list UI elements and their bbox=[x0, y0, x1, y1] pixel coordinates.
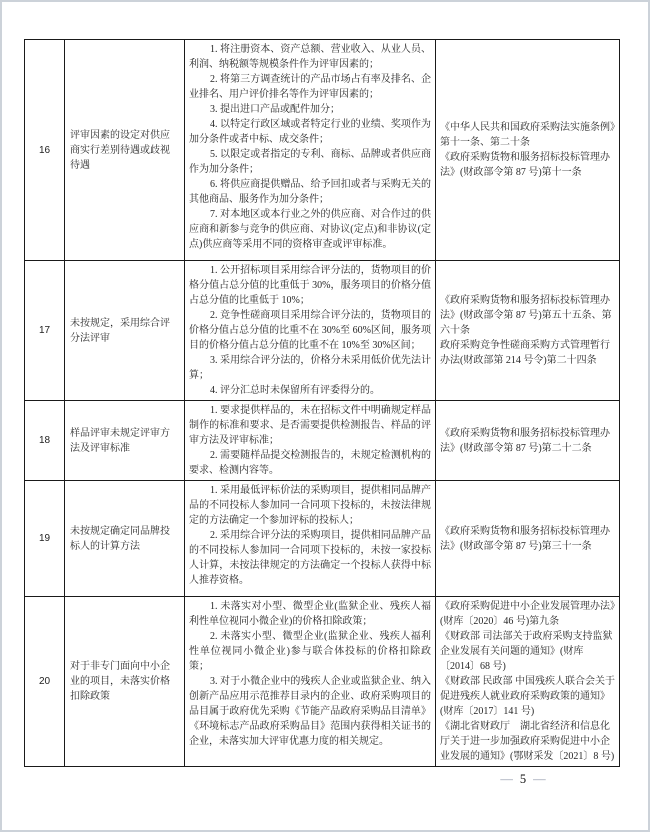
detail-item: 1. 要求提供样品的，未在招标文件中明确规定样品制作的标准和要求、是否需要提供检测报告、样品的评审方法及评审标准； bbox=[189, 405, 431, 446]
issue-cell: 未按规定确定同品牌投标人的计算方法 bbox=[65, 481, 185, 597]
table-row-16 bbox=[25, 40, 620, 261]
reference-cell bbox=[436, 401, 620, 481]
detail-item: 6. 将供应商提供赠品、给予回扣或者与采购无关的其他商品、服务作为加分条件； bbox=[189, 179, 431, 205]
detail-item: 2. 竞争性磋商项目采用综合评分法的，货物项目的价格分值占总分值的比重不在 30%至 60%区间，服务项目的价格分值占总分值的比重不在 10%至 30%区间； bbox=[189, 310, 431, 351]
detail-item: 3. 对于小微企业中的残疾人企业或监狱企业、纳入创新产品应用示范推荐目录内的企业、政府采购项目的品目属于政府优先采购《节能产品政府采购品目清单》《环境标志产品政府采购品目》范围内获得相关证书的企业，未落实加大评审优惠力度的相关规定。 bbox=[189, 676, 431, 747]
detail-item: 2. 将第三方调查统计的产品市场占有率及排名、企业排名、用户评价排名等作为评审因素的； bbox=[189, 74, 431, 100]
reference-item: 《政府采购促进中小企业发展管理办法》(财库〔2020〕46 号)第九条 bbox=[440, 601, 615, 627]
reference-item: 《政府采购货物和服务招标投标管理办法》(财政部令第 87 号)第二十二条 bbox=[440, 427, 610, 454]
reference-item: 《财政部 司法部关于政府采购支持监狱企业发展有关问题的通知》(财库〔2014〕68 号) bbox=[440, 631, 613, 672]
table-row-18 bbox=[25, 401, 620, 481]
issue-cell: 未按规定，采用综合评分法评审 bbox=[65, 261, 185, 401]
detail-item: 1. 采用最低评标价法的采购项目，提供相同品牌产品的不同投标人参加同一合同项下投标的，未按法律规定的方法确定一个参加评标的投标人； bbox=[189, 485, 431, 526]
reference-item: 《中华人民共和国政府采购法实施条例》第十一条、第二十条 bbox=[440, 122, 615, 148]
reference-cell bbox=[436, 481, 620, 597]
reference-item: 《政府采购货物和服务招标投标管理办法》(财政部令第 87 号)第三十一条 bbox=[440, 525, 610, 552]
row-number: 18 bbox=[25, 401, 65, 481]
page-number: 5 bbox=[519, 772, 527, 786]
table-row-20 bbox=[25, 597, 620, 767]
row-number: 17 bbox=[25, 261, 65, 401]
detail-item: 1. 公开招标项目采用综合评分法的，货物项目的价格分值占总分值的比重低于 30%，服务项目的价格分值占总分值的比重低于 10%； bbox=[189, 265, 431, 306]
detail-item: 3. 采用综合评分法的，价格分未采用低价优先法计算； bbox=[189, 355, 431, 381]
table-row-19 bbox=[25, 481, 620, 597]
reference-item: 《财政部 民政部 中国残疾人联合会关于促进残疾人就业政府采购政策的通知》(财库〔2017〕141 号) bbox=[440, 676, 615, 717]
row-number: 20 bbox=[25, 597, 65, 767]
details-cell bbox=[185, 401, 436, 481]
detail-item: 2. 采用综合评分法的采购项目，提供相同品牌产品的不同投标人参加同一合同项下投标的，未按一家投标人计算，未按法律规定的方法确定一个投标人获得中标人推荐资格。 bbox=[189, 530, 431, 586]
details-cell bbox=[185, 261, 436, 401]
row-number: 19 bbox=[25, 481, 65, 597]
footer-dash-right: — bbox=[533, 772, 546, 786]
issue-cell: 样品评审未规定评审方法及评审标准 bbox=[65, 401, 185, 481]
violation-table bbox=[24, 39, 620, 767]
footer-dash-left: — bbox=[500, 772, 513, 786]
detail-item: 2. 未落实小型、微型企业(监狱企业、残疾人福利性单位视同小微企业)参与联合体投标的价格扣除政策； bbox=[189, 631, 431, 672]
page-footer bbox=[457, 771, 589, 787]
issue-cell: 对于非专门面向中小企业的项目，未落实价格扣除政策 bbox=[65, 597, 185, 767]
reference-item: 政府采购竞争性磋商采购方式管理暂行办法(财政部第 214 号令)第二十四条 bbox=[440, 340, 610, 366]
issue-cell: 评审因素的设定对供应商实行差别待遇或歧视待遇 bbox=[65, 40, 185, 261]
reference-item: 《湖北省财政厅 湖北省经济和信息化厅关于进一步加强政府采购促进中小企业发展的通知》(鄂财采发〔2021〕8 号) bbox=[440, 721, 615, 762]
detail-item: 3. 提出进口产品或配件加分； bbox=[210, 104, 340, 115]
details-cell bbox=[185, 481, 436, 597]
detail-item: 1. 将注册资本、资产总额、营业收入、从业人员、利润、纳税额等规模条件作为评审因素的； bbox=[189, 44, 431, 70]
details-cell bbox=[185, 40, 436, 261]
detail-item: 4. 以特定行政区域或者特定行业的业绩、奖项作为加分条件或者中标、成交条件； bbox=[189, 119, 431, 145]
detail-item: 2. 需要随样品提交检测报告的，未规定检测机构的要求、检测内容等。 bbox=[189, 450, 431, 476]
reference-cell bbox=[436, 40, 620, 261]
detail-item: 1. 未落实对小型、微型企业(监狱企业、残疾人福利性单位视同小微企业)的价格扣除政策； bbox=[189, 601, 431, 627]
reference-cell bbox=[436, 261, 620, 401]
reference-item: 《政府采购货物和服务招标投标管理办法》(财政部令第 87 号)第十一条 bbox=[440, 152, 610, 178]
details-cell bbox=[185, 597, 436, 767]
reference-item: 《政府采购货物和服务招标投标管理办法》(财政部令第 87 号)第五十五条、第六十条 bbox=[440, 295, 612, 336]
detail-item: 4. 评分汇总时未保留所有评委得分的。 bbox=[210, 385, 380, 396]
table-row-17 bbox=[25, 261, 620, 401]
detail-item: 7. 对本地区或本行业之外的供应商、对合作过的供应商和新参与竞争的供应商、对协议(定点)和非协议(定点)供应商等采用不同的资格审查或评审标准。 bbox=[189, 209, 431, 250]
reference-cell bbox=[436, 597, 620, 767]
detail-item: 5. 以限定或者指定的专利、商标、品牌或者供应商作为加分条件； bbox=[189, 149, 431, 175]
row-number: 16 bbox=[25, 40, 65, 261]
